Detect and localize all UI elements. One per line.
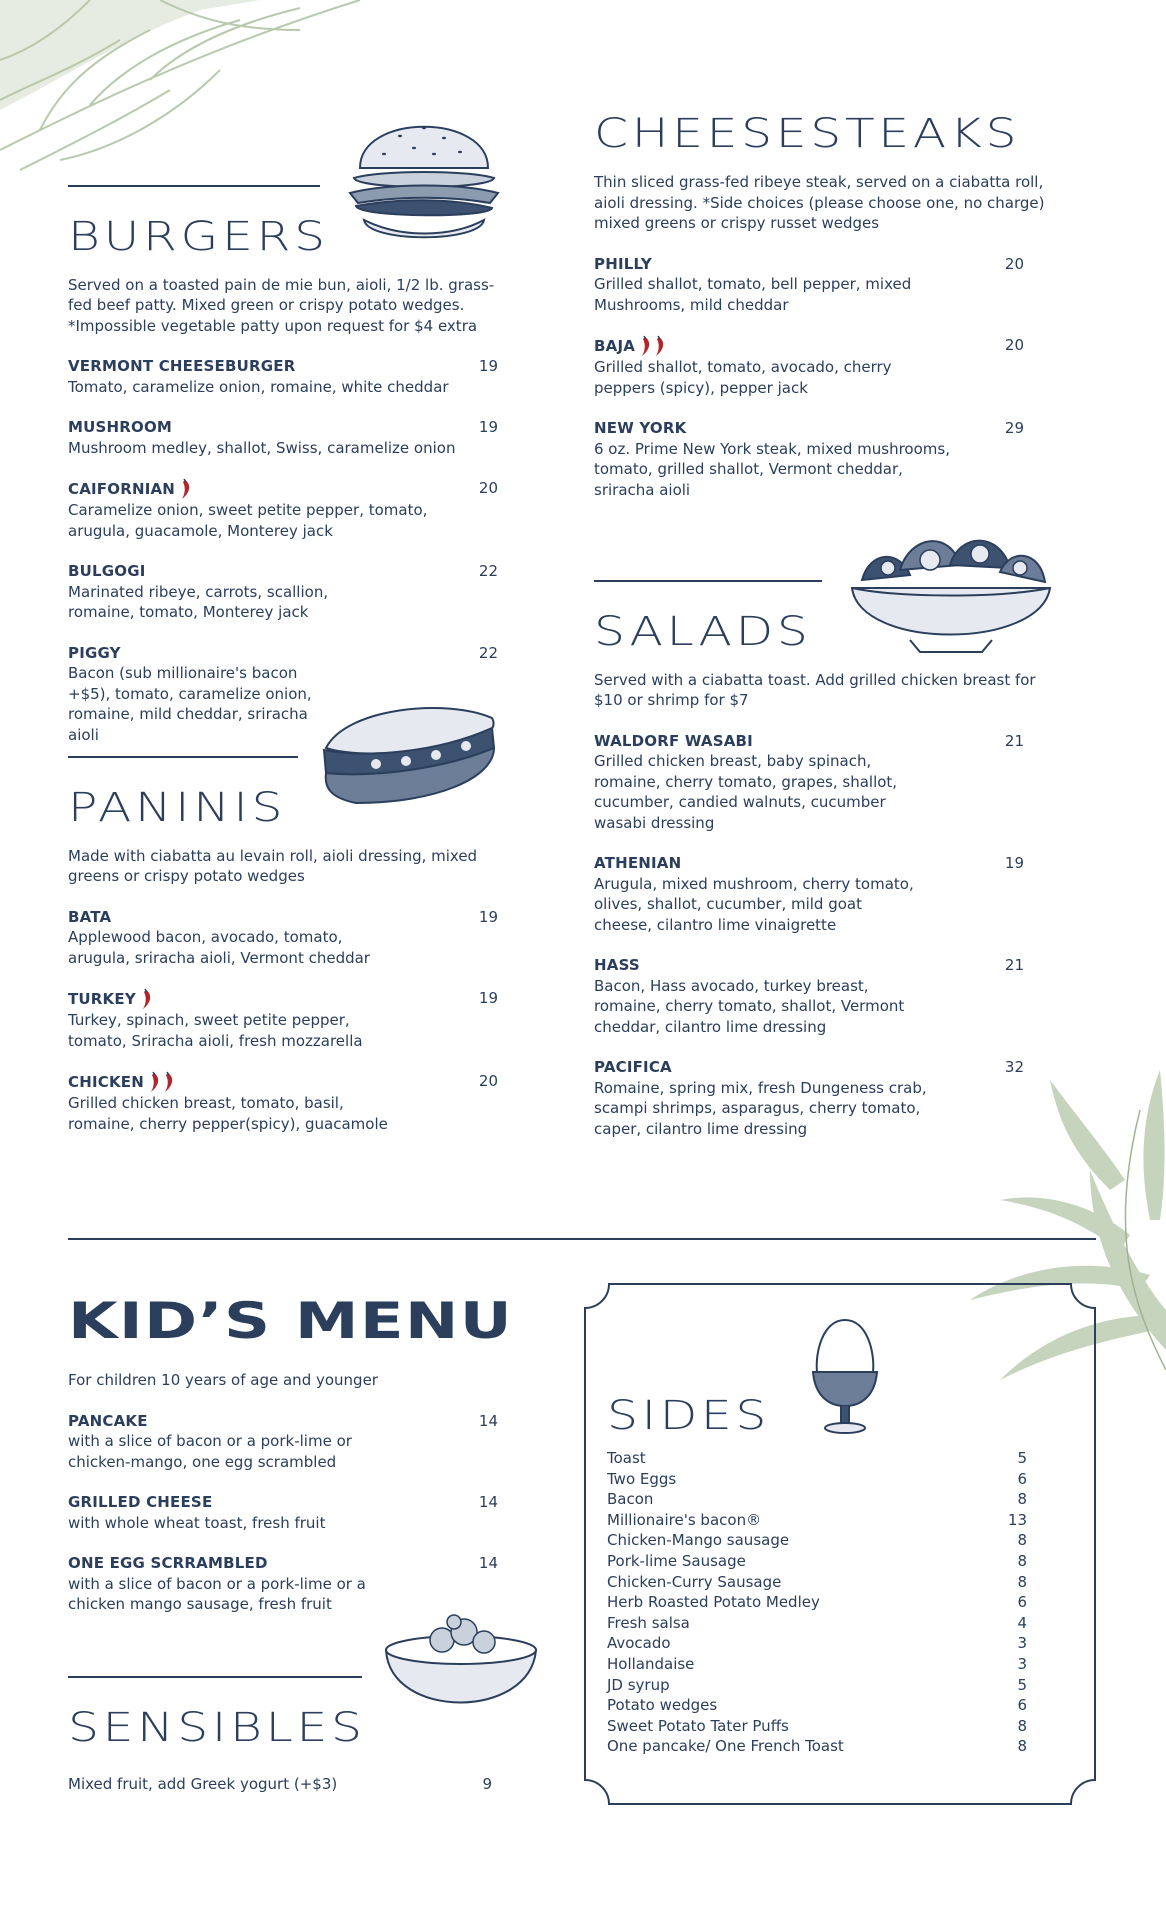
side-name: Toast <box>607 1449 646 1467</box>
item-name: MUSHROOM <box>68 418 173 436</box>
item-name: PACIFICA <box>594 1058 672 1076</box>
burgers-section <box>68 185 498 765</box>
menu-item <box>68 907 498 969</box>
kids-menu-section <box>68 1292 513 1635</box>
item-price: 20 <box>1004 254 1024 273</box>
side-name: Hollandaise <box>607 1654 695 1673</box>
side-price: 5 <box>1017 1449 1027 1467</box>
side-price: 6 <box>1017 1469 1027 1488</box>
item-price: 14 <box>478 1411 498 1430</box>
sides-list <box>607 1448 1027 1757</box>
list-item <box>607 1530 1027 1551</box>
kids-menu-description: For children 10 years of age and younger <box>68 1371 378 1389</box>
side-name: One pancake/ One French Toast <box>607 1737 844 1756</box>
list-item <box>607 1489 1027 1510</box>
chili-icon <box>179 478 193 500</box>
menu-item <box>68 1411 498 1473</box>
menu-item <box>68 1774 492 1795</box>
menu-item <box>594 254 1024 316</box>
item-price: 20 <box>478 1072 498 1090</box>
side-name: Potato wedges <box>607 1696 718 1715</box>
item-description: Grilled chicken breast, baby spinach, romaine, cherry tomato, grapes, shallot, cucumber, candied walnuts, cucumber wasabi dressing <box>594 752 898 832</box>
sensibles-title: SENSIBLES <box>68 1704 366 1751</box>
item-price: 19 <box>478 418 498 436</box>
item-description: Bacon (sub millionaire's bacon +$5), tomato, caramelize onion, romaine, mild cheddar, sriracha aioli <box>68 664 312 744</box>
side-price: 8 <box>1017 1551 1027 1570</box>
item-price: 22 <box>478 643 498 662</box>
burgers-title: BURGERS <box>68 213 329 260</box>
menu-item <box>594 731 1024 834</box>
kids-menu-items <box>68 1411 498 1615</box>
menu-item <box>68 1071 498 1134</box>
sensibles-section <box>68 1676 498 1814</box>
item-name: VERMONT CHEESEBURGER <box>68 357 296 375</box>
menu-item <box>594 853 1024 935</box>
burgers-items <box>68 356 498 745</box>
item-description: Grilled shallot, tomato, bell pepper, mixed Mushrooms, mild cheddar <box>594 275 912 314</box>
list-item <box>607 1695 1027 1716</box>
menu-item <box>594 955 1024 1037</box>
list-item <box>607 1551 1027 1572</box>
chili-icon <box>162 1071 176 1093</box>
list-item <box>607 1675 1027 1696</box>
item-name: WALDORF WASABI <box>594 731 753 750</box>
kids-menu-title: KID’S MENU <box>68 1292 513 1350</box>
chili-icon <box>639 335 653 357</box>
side-name: Bacon <box>607 1490 654 1509</box>
salads-title: SALADS <box>594 608 812 655</box>
paninis-title: PANINIS <box>68 784 287 831</box>
egg-cup-illustration <box>809 1316 881 1442</box>
burgers-rule <box>68 185 320 187</box>
side-price: 6 <box>1017 1593 1027 1612</box>
side-name: Herb Roasted Potato Medley <box>607 1593 820 1612</box>
item-description: with whole wheat toast, fresh fruit <box>68 1513 326 1532</box>
list-item <box>607 1716 1027 1737</box>
paninis-section <box>68 756 498 1154</box>
chili-icon <box>653 335 667 357</box>
item-price: 20 <box>478 479 498 497</box>
item-description: with a slice of bacon or a pork-lime or a chicken mango sausage, fresh fruit <box>68 1574 366 1613</box>
item-description: Turkey, spinach, sweet petite pepper, tomato, Sriracha aioli, fresh mozzarella <box>68 1011 363 1050</box>
salads-description: Served with a ciabatta toast. Add grilled chicken breast for $10 or shrimp for $7 <box>594 670 1036 709</box>
menu-item <box>68 988 498 1051</box>
menu-item <box>68 417 498 458</box>
item-description: Grilled shallot, tomato, avocado, cherry peppers (spicy), pepper jack <box>594 358 892 397</box>
side-name: Pork-lime Sausage <box>607 1551 746 1570</box>
side-price: 4 <box>1017 1613 1027 1632</box>
burgers-description: Served on a toasted pain de mie bun, aioli, 1/2 lb. grass-fed beef patty. Mixed green or crispy potato wedges. *Impossible vegetable patty upon request for $4 extra <box>68 275 495 335</box>
menu-item <box>594 418 1024 500</box>
sensibles-items <box>68 1774 492 1795</box>
sides-box <box>583 1282 1097 1806</box>
list-item <box>607 1469 1027 1490</box>
item-price: 21 <box>1004 956 1024 974</box>
side-name: Sweet Potato Tater Puffs <box>607 1716 789 1735</box>
item-description: with a slice of bacon or a pork-lime or chicken-mango, one egg scrambled <box>68 1432 352 1471</box>
item-price: 22 <box>478 562 498 580</box>
list-item <box>607 1448 1027 1469</box>
paninis-items <box>68 907 498 1135</box>
side-price: 8 <box>1017 1716 1027 1735</box>
item-description: Bacon, Hass avocado, turkey breast, romaine, cherry tomato, shallot, Vermont cheddar, cilantro lime dressing <box>594 976 905 1036</box>
item-name: BULGOGI <box>68 562 146 580</box>
menu-item <box>68 478 498 541</box>
menu-item <box>594 335 1024 398</box>
side-price: 5 <box>1017 1675 1027 1694</box>
chili-icon <box>140 988 154 1010</box>
item-price: 20 <box>1004 336 1024 354</box>
list-item <box>607 1613 1027 1634</box>
side-price: 6 <box>1017 1696 1027 1715</box>
cheesesteaks-items <box>594 254 1024 501</box>
item-price: 9 <box>482 1774 492 1793</box>
salads-items <box>594 731 1024 1140</box>
item-description: Mushroom medley, shallot, Swiss, caramelize onion <box>68 438 456 457</box>
menu-item <box>68 1492 498 1533</box>
item-name: ONE EGG SCRRAMBLED <box>68 1554 268 1572</box>
cheesesteaks-section <box>594 111 1045 520</box>
sides-title: SIDES <box>607 1393 771 1439</box>
item-description: Mixed fruit, add Greek yogurt (+$3) <box>68 1774 338 1793</box>
list-item <box>607 1510 1027 1531</box>
menu-item <box>68 1553 498 1615</box>
item-name: CHICKEN <box>68 1072 144 1091</box>
side-price: 8 <box>1017 1572 1027 1591</box>
item-name: HASS <box>594 956 640 974</box>
side-name: Millionaire's bacon® <box>607 1510 762 1529</box>
item-name: PIGGY <box>68 643 121 662</box>
side-name: Two Eggs <box>607 1469 677 1488</box>
item-price: 19 <box>478 357 498 375</box>
item-name: CAIFORNIAN <box>68 479 176 498</box>
paninis-rule <box>68 756 298 758</box>
item-description: 6 oz. Prime New York steak, mixed mushrooms, tomato, grilled shallot, Vermont cheddar, sriracha aioli <box>594 439 950 499</box>
side-price: 8 <box>1017 1737 1027 1756</box>
section-divider <box>68 1238 1096 1240</box>
cheesesteaks-title: CHEESESTEAKS <box>594 111 1021 157</box>
item-description: Grilled chicken breast, tomato, basil, romaine, cherry pepper(spicy), guacamole <box>68 1094 388 1133</box>
item-name: ATHENIAN <box>594 854 682 872</box>
item-description: Marinated ribeye, carrots, scallion, romaine, tomato, Monterey jack <box>68 582 329 621</box>
menu-item <box>594 1057 1024 1139</box>
menu-item <box>68 643 498 746</box>
item-description: Caramelize onion, sweet petite pepper, tomato, arugula, guacamole, Monterey jack <box>68 501 428 540</box>
item-name: GRILLED CHEESE <box>68 1493 213 1511</box>
list-item <box>607 1654 1027 1675</box>
side-name: JD syrup <box>607 1675 670 1694</box>
side-name: Chicken-Mango sausage <box>607 1531 790 1550</box>
item-price: 14 <box>478 1554 498 1572</box>
item-description: Tomato, caramelize onion, romaine, white cheddar <box>68 377 449 396</box>
list-item <box>607 1736 1027 1757</box>
item-description: Applewood bacon, avocado, tomato, arugula, sriracha aioli, Vermont cheddar <box>68 928 370 967</box>
item-name: NEW YORK <box>594 419 687 437</box>
cheesesteaks-description: Thin sliced grass-fed ribeye steak, served on a ciabatta roll, aioli dressing. *Side choices (please choose one, no charge) mixed greens or crispy russet wedges <box>594 173 1045 232</box>
menu-item <box>68 356 498 397</box>
salads-section <box>594 580 1036 1159</box>
item-description: Romaine, spring mix, fresh Dungeness crab, scampi shrimps, asparagus, cherry tomato, caper, cilantro lime dressing <box>594 1078 927 1138</box>
item-name: TURKEY <box>68 989 136 1008</box>
item-price: 14 <box>478 1493 498 1511</box>
item-price: 19 <box>478 989 498 1007</box>
sensibles-rule <box>68 1676 362 1678</box>
paninis-description: Made with ciabatta au levain roll, aioli dressing, mixed greens or crispy potato wedges <box>68 846 478 885</box>
side-name: Fresh salsa <box>607 1613 690 1632</box>
item-name: PANCAKE <box>68 1411 148 1430</box>
menu-item <box>68 561 498 623</box>
list-item <box>607 1633 1027 1654</box>
item-price: 29 <box>1004 419 1024 437</box>
side-price: 8 <box>1017 1490 1027 1509</box>
leaf-illustration-top <box>0 0 380 180</box>
item-price: 19 <box>1004 854 1024 872</box>
item-price: 21 <box>1004 731 1024 750</box>
item-name: BATA <box>68 907 112 926</box>
item-price: 19 <box>478 907 498 926</box>
item-price: 32 <box>1004 1058 1024 1076</box>
side-name: Chicken-Curry Sausage <box>607 1572 782 1591</box>
side-name: Avocado <box>607 1634 671 1653</box>
item-name: BAJA <box>594 336 636 355</box>
item-description: Arugula, mixed mushroom, cherry tomato, olives, shallot, cucumber, mild goat cheese, cilantro lime vinaigrette <box>594 874 914 934</box>
chili-icon <box>148 1071 162 1093</box>
side-price: 8 <box>1017 1531 1027 1550</box>
side-price: 3 <box>1017 1634 1027 1653</box>
side-price: 13 <box>1007 1510 1027 1529</box>
salads-rule <box>594 580 822 582</box>
list-item <box>607 1572 1027 1593</box>
item-name: PHILLY <box>594 254 652 273</box>
list-item <box>607 1592 1027 1613</box>
side-price: 3 <box>1017 1654 1027 1673</box>
